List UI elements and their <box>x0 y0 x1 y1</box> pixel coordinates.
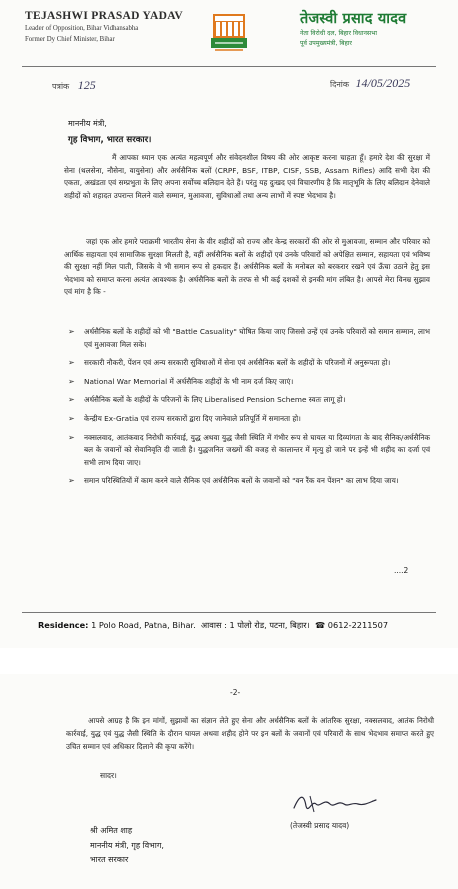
footer-label: Residence: <box>38 620 89 630</box>
footer-address-hindi: 1 पोलो रोड, पटना, बिहार। <box>229 620 310 630</box>
footer-phone: 0612-2211507 <box>327 620 389 630</box>
footer-address-en: 1 Polo Road, Patna, Bihar. <box>91 620 196 630</box>
date-value: 14/05/2025 <box>355 76 411 90</box>
recipient-line-1: श्री अमित शाह <box>90 826 133 835</box>
list-item: ➢ समान परिस्थितियों में काम करने वाले सैनिक एवं अर्धसैनिक बलों के जवानों को "वन रैंक वन पेंशन" का लाभ दिया जाय। <box>68 475 430 488</box>
body-paragraph-2: जहां एक ओर हमारे पराक्रमी भारतीय सेना के वीर शहीदों को राज्य और केन्द्र सरकारों की ओर से मुआवजा, सम्मान और परिवार को आर्थिक सहायता एवं सामाजिक सुरक्षा मिलती है, वहीं अर्धसैनिक बलों के शहीदों एवं उनके परिवारों को अपेक्षित सम्मान, सहायता एवं भविष्य की सुरक्षा नहीं मिल पाती, जिसके वे भी समान रूप से हकदार हैं। अर्धसैनिक बलों के मनोबल को बरकरार रखने एवं ऊँचा उठाने हेतु इस भेदभाव को समाप्त करना अत्यंत आवश्यक है। अर्धसैनिक बलों के तरफ से भी कई दशकों से इनकी मांग लंबित है। आपसे मेरा विनम्र सुझाव एवं मांग है कि - <box>64 237 430 297</box>
arrow-bullet-icon: ➢ <box>68 395 75 405</box>
sender-title-hindi-1: नेता विरोधी दल, बिहार विधानसभा <box>300 30 378 37</box>
party-emblem-icon <box>207 8 251 54</box>
addressee-line-1: माननीय मंत्री, <box>68 119 107 128</box>
sender-title-hindi-2: पूर्व उपमुख्यमंत्री, बिहार <box>300 40 352 47</box>
letterhead-hindi <box>300 8 450 48</box>
arrow-bullet-icon: ➢ <box>68 376 75 386</box>
sender-name-english: TEJASHWI PRASAD YADAV <box>25 10 183 22</box>
reference-value: 125 <box>77 78 96 92</box>
arrow-bullet-icon: ➢ <box>68 432 75 442</box>
phone-icon: ☎ <box>314 620 326 630</box>
signatory-name: (तेजस्वी प्रसाद यादव) <box>290 821 350 830</box>
sender-title-english-1: Leader of Opposition, Bihar Vidhansabha <box>25 25 139 32</box>
list-item: ➢ अर्धसैनिक बलों के शहीदों को भी "Battle Casuality" घोषित किया जाए जिससे उन्हें एवं उनके परिवारों को समान सम्मान, लाभ एवं मुआवजा मिल सके। <box>68 327 430 349</box>
date-label: दिनांक <box>330 80 349 89</box>
reference-number <box>52 78 96 93</box>
list-item: ➢ National War Memorial में अर्धसैनिक शहीदों के भी नाम दर्ज किए जाएं। <box>68 376 430 389</box>
recipient-line-3: भारत सरकार <box>90 855 129 864</box>
footer-residence <box>38 620 388 631</box>
footer-divider <box>22 612 436 613</box>
list-item: ➢ नक्सलवाद, आतंकवाद निरोधी कार्रवाई, युद्ध अथवा युद्ध जैसी स्थिति में गंभीर रूप से घायल या दिव्यांगता के बाद सैनिक/अर्धसैनिक बल के जवानों को सेवानिवृति दी जाती है। युद्धजनित जख्मों की वजह से कालान्तर में मृत्यु हो जाने पर इन्हें भी शहीद का दर्जा एवं सभी लाभ दिया जाए। <box>68 432 430 467</box>
closing-salutation: सादर। <box>100 771 117 780</box>
sender-name-hindi: तेजस्वी प्रसाद यादव <box>300 11 407 27</box>
letterhead-divider <box>22 66 436 67</box>
reference-label: पत्रांक <box>52 82 70 91</box>
arrow-bullet-icon: ➢ <box>68 327 75 336</box>
arrow-bullet-icon: ➢ <box>68 413 75 423</box>
list-item: ➢ केन्द्रीय Ex-Gratia एवं राज्य सरकारों द्वारा दिए जानेवाले प्रतिपूर्ति में समानता हो। <box>68 413 430 426</box>
arrow-bullet-icon: ➢ <box>68 358 75 368</box>
footer-label-hindi: आवास : <box>200 620 227 630</box>
letterhead <box>0 0 458 68</box>
list-item: ➢ सरकारी नौकरी, पेंशन एवं अन्य सरकारी सुविधाओं में सेना एवं अर्धसैनिक बलों के शहीदों के परिजनों में अनुरूपता हो। <box>68 357 430 370</box>
recipient-line-2: माननीय मंत्री, गृह विभाग, <box>90 840 164 850</box>
body-paragraph-1: मैं आपका ध्यान एक अत्यंत महत्वपूर्ण और संवेदनशील विषय की ओर आकृष्ट करना चाहता हूँ। हमारे देश की सुरक्षा में सेना (थलसेना, नौसेना, वायुसेना) और अर्धसैनिक बलों (CRPF, BSF, ITBP, CISF, SSB, Assam Rifles) आदि सभी देश की एकता, अखंडता एवं सम्प्रभुता के लिए अपना सर्वोच्च बलिदान देते हैं। परंतु यह दुःखद एवं विचारणीय है कि मातृभूमि के लिए बलिदान देनेवाले शहीदों को शहादत उपरान्त मिलने वाले सम्मान, मुआवजा, सुविधाओं तथा अन्य लाभों में स्पष्ट भेदभाव है। <box>64 153 430 200</box>
sender-title-english-2: Former Dy Chief Minister, Bihar <box>25 36 115 43</box>
body-paragraph-3: आपसे आग्रह है कि इन मांगों, सुझावों का संज्ञान लेते हुए सेना और अर्धसैनिक बलों के आंतरिक सुरक्षा, नक्सलवाद, आतंक निरोधी कार्रवाई, युद्ध एवं युद्ध जैसी स्थिति के दौरान घायल अथवा शहीद होने पर इन बलों के जवानों एवं परिवारों के साथ भेदभाव समाप्त करते हुए उचित सम्मान एवं अधिकार दिलाने की कृपा करेंगे। <box>66 716 434 751</box>
list-item: ➢ अर्धसैनिक बलों के शहीदों के परिजनों के लिए Liberalised Pension Scheme स्वतः लागू हो। <box>68 394 430 407</box>
page-2-marker: -2- <box>230 688 241 697</box>
demands-list <box>68 326 430 494</box>
letter-date <box>330 76 410 91</box>
page-continue-marker: ....2 <box>394 566 409 575</box>
page-separator <box>0 648 458 674</box>
signature-icon <box>290 790 380 818</box>
addressee-line-2: गृह विभाग, भारत सरकार। <box>68 135 152 145</box>
arrow-bullet-icon: ➢ <box>68 476 75 486</box>
recipient-block <box>90 824 164 868</box>
letterhead-english <box>25 10 205 44</box>
